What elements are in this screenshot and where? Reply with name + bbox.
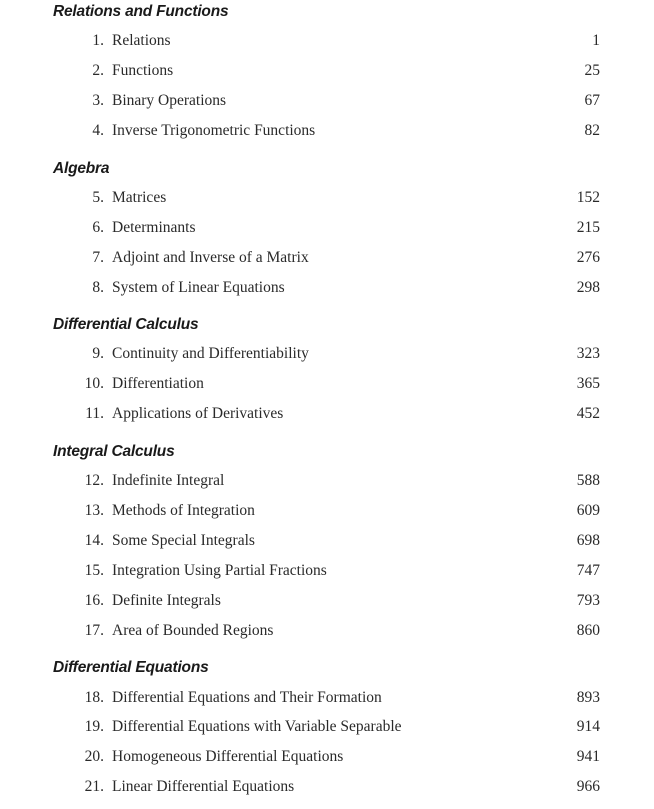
page-number[interactable]: 276 [576,249,600,266]
page-number[interactable]: 215 [576,219,600,236]
page-number[interactable]: 323 [576,345,600,362]
toc-entry[interactable] [0,532,654,562]
chapter-number: 13. [84,502,104,519]
toc-entry[interactable] [0,189,654,219]
chapter-number: 16. [84,592,104,609]
chapter-title[interactable]: Differential Equations and Their Formation [112,689,382,706]
chapter-number: 5. [92,189,104,206]
toc-entry[interactable] [0,472,654,502]
section-heading: Relations and Functions [53,3,229,20]
toc-entry[interactable] [0,592,654,622]
chapter-number: 17. [84,622,104,639]
page-number[interactable]: 966 [576,778,600,795]
toc-entry[interactable] [0,249,654,279]
chapter-title[interactable]: Homogeneous Differential Equations [112,748,344,765]
toc-entry[interactable] [0,345,654,375]
toc-entry[interactable] [0,778,654,808]
chapter-title[interactable]: Continuity and Differentiability [112,345,309,362]
chapter-number: 14. [84,532,104,549]
chapter-title[interactable]: Integration Using Partial Fractions [112,562,327,579]
chapter-number: 11. [85,405,104,422]
toc-entry[interactable] [0,622,654,652]
chapter-number: 19. [84,718,104,735]
page-number[interactable]: 747 [576,562,600,579]
chapter-title[interactable]: Binary Operations [112,92,227,109]
toc-entry[interactable] [0,92,654,122]
toc-entry[interactable] [0,689,654,719]
chapter-number: 1. [92,32,104,49]
chapter-number: 20. [84,748,104,765]
chapter-title[interactable]: Matrices [112,189,167,206]
page-number[interactable]: 82 [584,122,600,139]
chapter-title[interactable]: Inverse Trigonometric Functions [112,122,316,139]
chapter-title[interactable]: Area of Bounded Regions [112,622,274,639]
page-number[interactable]: 298 [576,279,600,296]
page-number[interactable]: 365 [576,375,600,392]
chapter-number: 12. [84,472,104,489]
chapter-number: 15. [84,562,104,579]
chapter-number: 4. [92,122,104,139]
chapter-title[interactable]: Adjoint and Inverse of a Matrix [112,249,309,266]
page-number[interactable]: 588 [576,472,600,489]
chapter-title[interactable]: Applications of Derivatives [112,405,284,422]
section-heading: Algebra [53,160,110,177]
chapter-number: 2. [92,62,104,79]
chapter-title[interactable]: Differentiation [112,375,204,392]
chapter-title[interactable]: Linear Differential Equations [112,778,295,795]
chapter-title[interactable]: Determinants [112,219,196,236]
chapter-title[interactable]: Definite Integrals [112,592,221,609]
page-number[interactable]: 698 [576,532,600,549]
chapter-title[interactable]: Some Special Integrals [112,532,255,549]
chapter-title[interactable]: Methods of Integration [112,502,255,519]
chapter-number: 10. [84,375,104,392]
chapter-number: 8. [92,279,104,296]
page-number[interactable]: 914 [576,718,600,735]
page-number[interactable]: 893 [576,689,600,706]
section-heading: Differential Calculus [53,316,199,333]
chapter-number: 9. [92,345,104,362]
chapter-title[interactable]: Differential Equations with Variable Separable [112,718,402,735]
chapter-title[interactable]: System of Linear Equations [112,279,285,296]
page-number[interactable]: 793 [576,592,600,609]
chapter-title[interactable]: Indefinite Integral [112,472,225,489]
toc-entry[interactable] [0,405,654,435]
chapter-number: 6. [92,219,104,236]
chapter-number: 3. [92,92,104,109]
page-number[interactable]: 1 [592,32,600,49]
toc-entry[interactable] [0,718,654,748]
page-number[interactable]: 152 [576,189,600,206]
page-number[interactable]: 609 [576,502,600,519]
page-number[interactable]: 941 [576,748,600,765]
chapter-number: 7. [92,249,104,266]
section-heading: Differential Equations [53,659,209,676]
toc-entry[interactable] [0,748,654,778]
toc-entry[interactable] [0,219,654,249]
page-number[interactable]: 25 [584,62,600,79]
page-number[interactable]: 860 [576,622,600,639]
section-heading: Integral Calculus [53,443,175,460]
toc-entry[interactable] [0,375,654,405]
toc-entry[interactable] [0,279,654,309]
toc-entry[interactable] [0,62,654,92]
page-number[interactable]: 67 [584,92,600,109]
toc-entry[interactable] [0,502,654,532]
toc-entry[interactable] [0,562,654,592]
chapter-title[interactable]: Relations [112,32,171,49]
page-number[interactable]: 452 [576,405,600,422]
toc-entry[interactable] [0,32,654,62]
chapter-number: 18. [84,689,104,706]
chapter-title[interactable]: Functions [112,62,174,79]
chapter-number: 21. [84,778,104,795]
toc-entry[interactable] [0,122,654,152]
